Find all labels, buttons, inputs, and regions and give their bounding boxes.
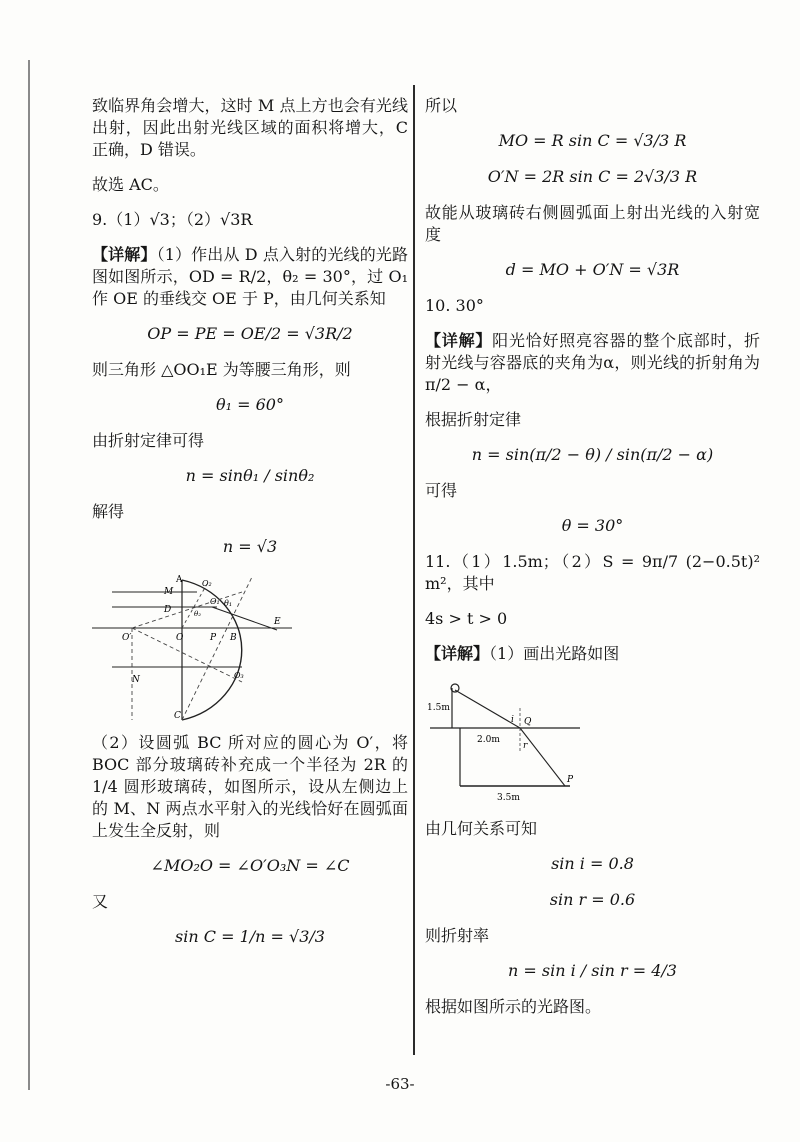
q11-range: 4s > t > 0 (425, 609, 508, 628)
label-width-1: 2.0m (477, 735, 500, 745)
column-divider (413, 85, 415, 1055)
paragraph: 则三角形 △OO₁E 为等腰三角形，则 (92, 360, 351, 379)
q9-answer: 9.（1）√3；（2）√3R (92, 210, 253, 229)
equation-d: d = MO + O′N = √3R (505, 260, 680, 279)
label-height: 1.5m (427, 703, 450, 713)
paragraph: 根据如图所示的光路图。 (425, 997, 602, 1016)
label-p: P (210, 633, 217, 643)
detail-text: （1）作出从 D 点入射的光线的光路图如图所示，OD = R/2，θ₂ = 30°，过 O₁ 作 OE 的垂线交 OE 于 P，由几何关系知 (92, 245, 408, 308)
q9-detail (92, 244, 408, 310)
q11-detail (425, 643, 760, 665)
equation-n-sin: n = sinθ₁ / sinθ₂ (185, 466, 315, 485)
label-e: E (274, 617, 281, 627)
label-o-prime: O′ (122, 633, 132, 643)
paragraph: 故能从玻璃砖右侧圆弧面上射出光线的入射宽度 (425, 203, 760, 244)
label-a: A (176, 575, 183, 585)
paragraph: 由折射定律可得 (92, 431, 205, 450)
paragraph: 故选 AC。 (92, 175, 169, 194)
q10-answer: 10. 30° (425, 296, 484, 315)
equation-angle: ∠MO₂O = ∠O′O₃N = ∠C (150, 856, 350, 875)
detail-heading: 【详解】 (425, 331, 493, 350)
paragraph: 所以 (425, 96, 458, 115)
paragraph: 由几何关系可知 (425, 819, 538, 838)
detail-heading: 【详解】 (92, 245, 157, 264)
q9-part2: （2）设圆弧 BC 所对应的圆心为 O′，将 BOC 部分玻璃砖补充成一个半径为 2R 的 1/4 圆形玻璃砖，如图所示，设从左侧边上的 M、N 两点水平射入的光线恰好在圆弧面上发生全反射，则 (92, 733, 408, 840)
equation-n-pi: n = sin(π/2 − θ) / sin(π/2 − α) (471, 445, 714, 464)
paragraph: 则折射率 (425, 926, 490, 945)
label-theta1: θ₁ (224, 599, 233, 608)
page-number: -63- (385, 1075, 415, 1093)
label-o2: O₂ (202, 579, 212, 588)
label-p: P (567, 775, 574, 785)
equation-n-ratio: n = sin i / sin r = 4/3 (508, 961, 677, 980)
paragraph: 根据折射定律 (425, 410, 522, 429)
label-n: N (132, 675, 140, 685)
q11-answer: 11.（1）1.5m；（2）S = 9π/7 (2−0.5t)² m²，其中 (425, 552, 760, 593)
equation-on: O′N = 2R sin C = 2√3/3 R (487, 167, 698, 186)
right-column (425, 95, 760, 1031)
label-c: C (174, 711, 181, 721)
paragraph: 解得 (92, 502, 125, 521)
optics-figure-container (425, 678, 585, 808)
label-i: i (511, 715, 514, 725)
q10-detail (425, 330, 760, 396)
label-q: Q (524, 717, 532, 727)
detail-text: （1）画出光路如图 (489, 644, 620, 663)
equation-theta1: θ₁ = 60° (216, 395, 284, 414)
paragraph: 又 (92, 892, 109, 911)
label-theta2: θ₂ (194, 610, 202, 618)
left-column (92, 95, 408, 962)
label-o3: O₃ (234, 671, 244, 680)
label-m: M (164, 587, 174, 597)
page-margin-line (28, 60, 30, 1090)
detail-heading: 【详解】 (425, 644, 490, 663)
detail-text: 阳光恰好照亮容器的整个底部时，折射光线与容器底的夹角为α，则光线的折射角为 π/2 − α， (425, 331, 760, 394)
label-o1: O₁ (210, 597, 220, 606)
label-width-2: 3.5m (497, 793, 520, 803)
equation-mo: MO = R sin C = √3/3 R (498, 131, 687, 150)
equation-theta: θ = 30° (561, 516, 624, 535)
label-b: B (230, 633, 237, 643)
equation-sini: sin i = 0.8 (551, 854, 634, 873)
equation-sinc: sin C = 1/n = √3/3 (175, 927, 325, 946)
label-r: r (523, 741, 528, 751)
label-d: D (164, 605, 172, 615)
paragraph: 致临界角会增大，这时 M 点上方也会有光线出射，因此出射光线区域的面积将增大，C 正确，D 错误。 (92, 96, 408, 159)
label-o: O (176, 633, 184, 643)
paragraph: 可得 (425, 481, 458, 500)
equation-n: n = √3 (222, 537, 278, 556)
equation-op: OP = PE = OE/2 = √3R/2 (147, 324, 353, 343)
equation-sinr: sin r = 0.6 (549, 890, 636, 909)
optics-figure-semicircle (92, 572, 302, 722)
